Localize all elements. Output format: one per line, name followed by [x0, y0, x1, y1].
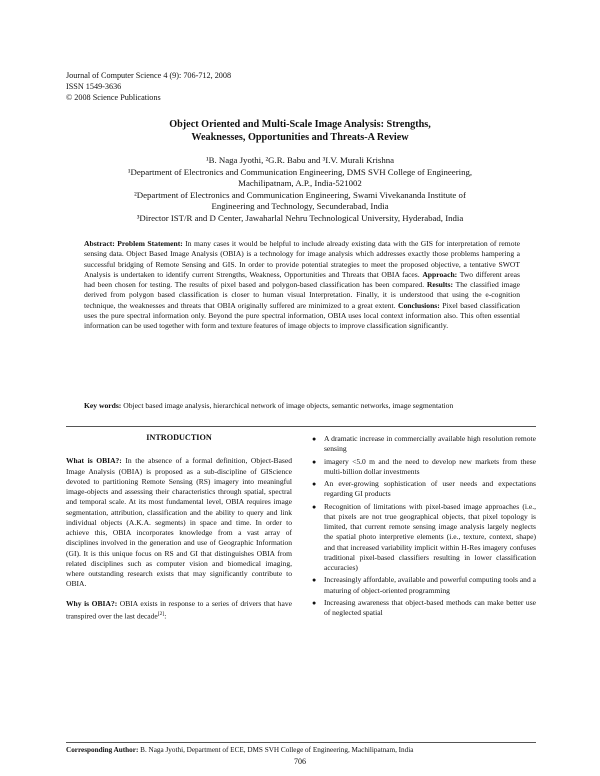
affiliation-2-line-1: ²Department of Electronics and Communication Engineering, Swami Vivekananda Institute of — [134, 189, 466, 200]
list-item-text: Increasingly affordable, available and powerful computing tools and a maturing of object-oriented programming — [324, 575, 536, 595]
title-line-2: Weaknesses, Opportunities and Threats-A Review — [191, 132, 409, 143]
affiliation-1-line-2: Machilipatnam, A.P., India-521002 — [238, 178, 362, 188]
title-line-1: Object Oriented and Multi-Scale Image Analysis: Strengths, — [169, 119, 431, 130]
abstract — [84, 239, 520, 332]
list-item-text: imagery <5.0 m and the need to develop new markets from these multi-billion dollar investments — [324, 456, 536, 476]
why-is-obia-end: : — [164, 611, 167, 621]
introduction-heading: INTRODUCTION — [146, 433, 212, 442]
paragraph-what-is-obia — [66, 456, 292, 589]
journal-copyright: © 2008 Science Publications — [66, 93, 161, 102]
why-is-obia-label: Why is OBIA?: — [66, 598, 118, 608]
conclusions-text: Pixel based classification uses the pure spectral information only. Beyond the pure spectral information, OBIA uses local context information also. This often essential information can be used together with form and texture features of image objects to improve classification significantly. — [84, 300, 520, 331]
list-item — [312, 598, 536, 619]
journal-citation: Journal of Computer Science 4 (9): 706-712, 2008 — [66, 71, 232, 80]
paper-title — [80, 118, 520, 144]
paragraph-why-is-obia — [66, 599, 292, 622]
citation-ref: [2] — [157, 610, 165, 617]
list-item — [312, 434, 536, 455]
bullet-icon: ● — [312, 457, 317, 466]
corresponding-author — [66, 746, 536, 755]
author-names: ¹B. Naga Jyothi, ²G.R. Babu and ³I.V. Murali Krishna — [205, 155, 395, 165]
right-column — [312, 434, 536, 620]
affiliation-2-line-2: Engineering and Technology, Secunderabad, India — [211, 201, 389, 211]
list-item-text: Recognition of limitations with pixel-based image approaches (i.e., that pixels are not true geographical objects, that pixel topology is limited, that current remote sensing image analysis largely neglects the spatial photo interpretive elements (i.e., texture, context, shape) and that increased variability implicit within H-Res imagery confuses traditional pixel-based classifiers resulting in lower classification accuracies) — [324, 501, 536, 572]
section-divider — [66, 426, 536, 427]
list-item-text: A dramatic increase in commercially available high resolution remote sensing — [324, 434, 536, 454]
list-item-text: An ever-growing sophistication of user needs and expectations regarding GI products — [324, 479, 536, 499]
journal-issn: ISSN 1549-3636 — [66, 82, 122, 91]
keywords — [84, 401, 520, 411]
bullet-icon: ● — [312, 576, 317, 585]
footer-divider — [66, 742, 536, 743]
left-column — [66, 431, 292, 631]
keywords-label: Key words: — [84, 401, 122, 410]
why-is-obia-text: OBIA exists in response to a series of drivers that have transpired over the last decade — [66, 598, 293, 621]
abstract-label: Abstract: — [84, 239, 115, 248]
page-number: 706 — [294, 757, 306, 766]
approach-label: Approach: — [422, 269, 458, 279]
approach-text: Two different areas had been chosen for testing. The results of pixel based and polygon-based classification has been compared. — [84, 269, 520, 290]
driver-list — [312, 434, 536, 618]
what-is-obia-label: What is OBIA?: — [66, 456, 122, 466]
corresponding-author-text: B. Naga Jyothi, Department of ECE, DMS SVH College of Engineering, Machilipatnam, India — [140, 746, 414, 754]
affiliation-1-line-1: ¹Department of Electronics and Communication Engineering, DMS SVH College of Engineering, — [127, 166, 473, 177]
corresponding-author-label: Corresponding Author: — [66, 746, 139, 754]
bullet-icon: ● — [312, 502, 317, 511]
list-item — [312, 457, 536, 478]
results-label: Results: — [426, 280, 453, 290]
list-item — [312, 479, 536, 500]
bullet-icon: ● — [312, 598, 317, 607]
what-is-obia-text: In the absence of a formal definition, Object-Based Image Analysis (OBIA) is proposed as a sub-discipline of GIScience devoted to partitioning Remote Sensing (RS) imagery into meaningful image-objects and assessing their characteristics through spatial, spectral and temporal scale. At its most fundamental level, OBIA requires image segmentation, attribution, classification and the ability to query and link individual objects (A.K.A. segments) in space and time. In order to achieve this, OBIA incorporates knowledge from a vast array of disciplines involved in the generation and use of Geographic Information (GI). It is this unique focus on RS and GI that distinguishes OBIA from related disciplines such as computer vision and biomedical imaging, where outstanding research exists that may significantly contribute to OBIA. — [66, 456, 292, 589]
list-item — [312, 575, 536, 596]
problem-label: Problem Statement: — [117, 239, 183, 248]
bullet-icon: ● — [312, 480, 317, 488]
conclusions-label: Conclusions: — [398, 300, 440, 310]
results-text: The classified image derived from polygon based classification is closer to human visual Interpretation. Finally, it is understood that using the e-cognition technique, the weaknesses and threats that OBIA originally suffered are minimized to a great extent. — [84, 280, 520, 310]
bullet-icon: ● — [312, 435, 317, 443]
problem-text: In many cases it would be helpful to include already existing data with the GIS for interpretation of remote sensing data. Object Based Image Analysis (OBIA) is a technology for image analysis which addresses exactly those problems hampering a successful bridging of Remote Sensing and GIS. In order to provide potential strategies to meet the proposed objective, a tentative SWOT Analysis is undertaken to identify current Strengths, Weakness, Opportunities and Threats that OBIA faces. — [84, 239, 520, 279]
affiliation-3: ³Director IST/R and D Center, Jawaharlal Nehru Technological University, Hyderabad, India — [136, 212, 464, 223]
list-item — [312, 502, 536, 574]
journal-header — [66, 70, 231, 103]
keywords-text: Object based image analysis, hierarchical network of image objects, semantic networks, image segmentation — [123, 401, 454, 410]
author-block — [80, 155, 520, 224]
list-item-text: Increasing awareness that object-based methods can make better use of neglected spatial — [324, 597, 536, 617]
